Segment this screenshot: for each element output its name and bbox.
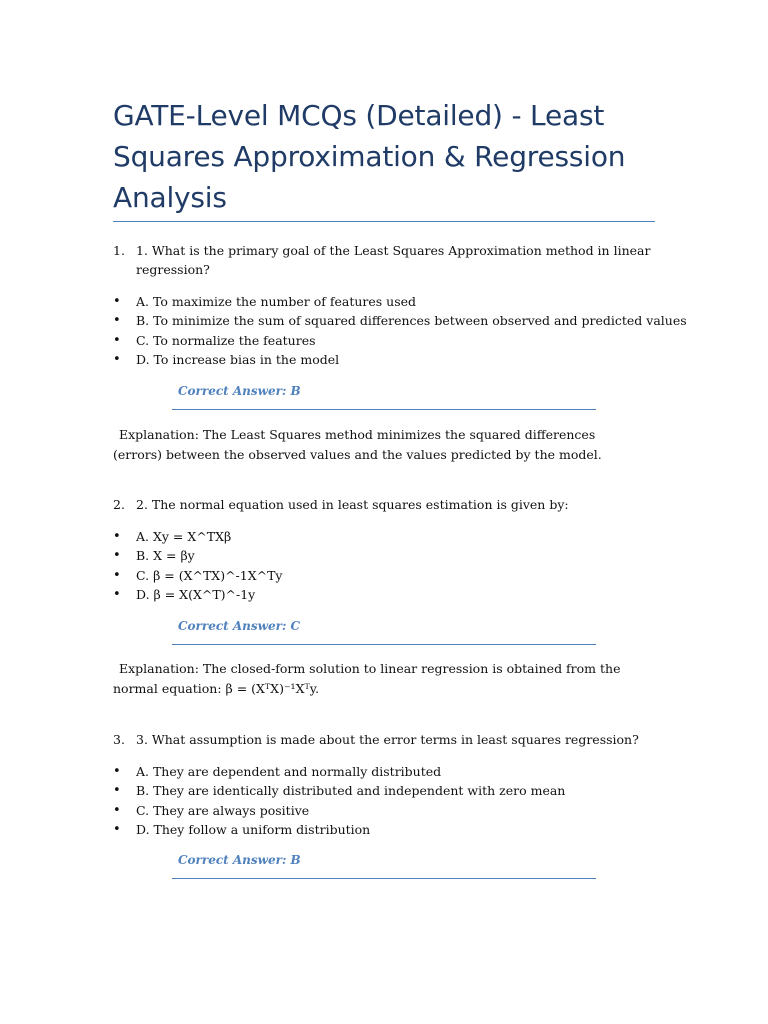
- option-text: B. To minimize the sum of squared differences between observed and predicted values: [136, 313, 687, 329]
- question-number: 3.: [113, 732, 125, 747]
- question-1-options: [113, 292, 687, 369]
- bullet-icon: •: [113, 332, 121, 348]
- option-a: [113, 292, 673, 311]
- correct-answer-text: Correct Answer: B: [178, 853, 301, 867]
- option-a: [113, 527, 673, 546]
- bullet-icon: •: [113, 802, 121, 818]
- correct-answer-1: [172, 383, 596, 410]
- question-text: 3. What assumption is made about the error terms in least squares regression?: [136, 732, 639, 747]
- question-1: [113, 241, 653, 279]
- correct-answer-2: [172, 618, 596, 645]
- question-text: 2. The normal equation used in least squares estimation is given by:: [136, 497, 569, 512]
- option-text: C. They are always positive: [136, 802, 310, 818]
- option-c: [113, 566, 673, 585]
- correct-answer-3: [172, 852, 596, 879]
- explanation-2: [113, 659, 633, 699]
- option-text: D. β = X(X^T)^-1y: [136, 586, 256, 602]
- question-3: [113, 730, 653, 749]
- option-text: A. Xy = X^TXβ: [136, 529, 232, 544]
- title-underline: [113, 221, 655, 222]
- option-text: A. To maximize the number of features used: [136, 294, 417, 309]
- option-b: [113, 311, 687, 330]
- bullet-icon: •: [113, 294, 121, 309]
- bullet-icon: •: [113, 548, 121, 564]
- explanation-1: [113, 425, 633, 465]
- option-text: D. They follow a uniform distribution: [136, 821, 371, 837]
- explanation-text: Explanation: The Least Squares method minimizes the squared differences (errors) between the observed values and the values predicted by the model.: [113, 427, 602, 462]
- bullet-icon: •: [113, 567, 121, 583]
- option-d: [113, 820, 673, 839]
- option-text: C. β = (X^TX)^-1X^Ty: [136, 567, 283, 583]
- explanation-text: Explanation: The closed-form solution to linear regression is obtained from the normal equation: β = (XᵀX)⁻¹Xᵀy.: [113, 661, 621, 696]
- option-text: D. To increase bias in the model: [136, 351, 340, 367]
- bullet-icon: •: [113, 586, 121, 602]
- option-text: A. They are dependent and normally distributed: [136, 764, 442, 779]
- option-b: [113, 781, 673, 800]
- option-text: B. They are identically distributed and independent with zero mean: [136, 783, 566, 799]
- bullet-icon: •: [113, 783, 121, 799]
- question-2: [113, 495, 653, 514]
- bullet-icon: •: [113, 351, 121, 367]
- question-number: 1.: [113, 243, 125, 258]
- bullet-icon: •: [113, 529, 121, 544]
- question-2-options: [113, 527, 673, 604]
- option-c: [113, 801, 673, 820]
- question-number: 2.: [113, 497, 125, 512]
- option-d: [113, 350, 673, 369]
- option-a: [113, 762, 673, 781]
- option-d: [113, 585, 673, 604]
- correct-answer-text: Correct Answer: B: [178, 384, 301, 398]
- page-title: GATE-Level MCQs (Detailed) - Least Squares Approximation & Regression Analysis: [113, 99, 626, 214]
- question-text: 1. What is the primary goal of the Least Squares Approximation method in linear regression?: [136, 243, 651, 277]
- option-text: C. To normalize the features: [136, 332, 316, 348]
- correct-answer-text: Correct Answer: C: [178, 619, 301, 633]
- bullet-icon: •: [113, 764, 121, 779]
- option-text: B. X = βy: [136, 548, 195, 564]
- bullet-icon: •: [113, 821, 121, 837]
- question-3-options: [113, 762, 673, 839]
- option-b: [113, 546, 673, 565]
- bullet-icon: •: [113, 313, 121, 329]
- option-c: [113, 331, 673, 350]
